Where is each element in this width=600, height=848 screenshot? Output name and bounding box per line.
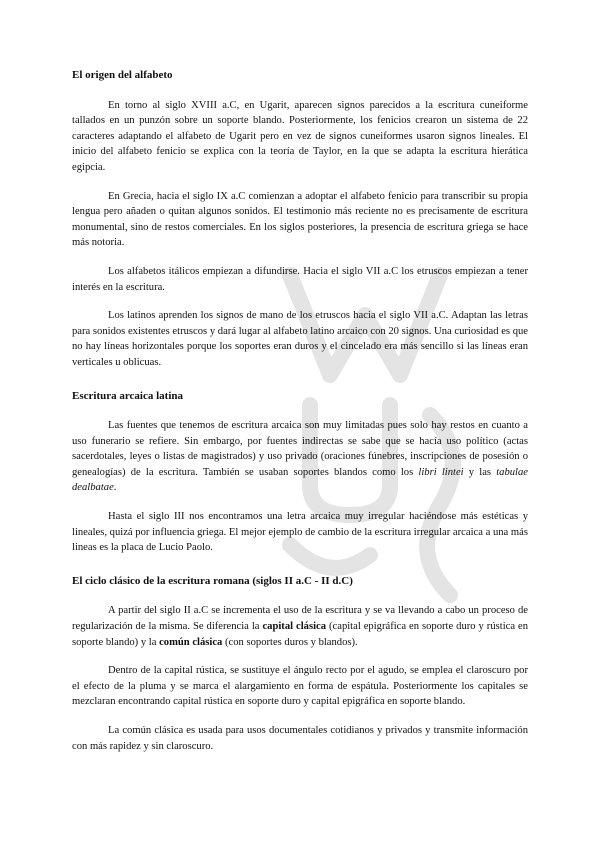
- paragraph: [72, 418, 528, 496]
- paragraph: La común clásica es usada para usos documentales cotidianos y privados y transmite información con más rapidez y sin claroscuro.: [72, 725, 528, 752]
- paragraph-text: (con soportes duros y blandos).: [222, 636, 358, 648]
- paragraph: Los alfabetos itálicos empiezan a difundirse. Hacia el siglo VII a.C los etruscos empiezan a tener interés en la escritura.: [72, 265, 528, 293]
- paragraph: En Grecia, hacia el siglo IX a.C comienzan a adoptar el alfabeto fenicio para transcribir su propia lengua pero añaden o quitan algunos sonidos. El testimonio más reciente no es precisamente de escritura monumental, sino de restos comerciales. En los siglos posteriores, la presencia de escritura griega se hace más notoria.: [72, 190, 528, 249]
- section-heading-ciclo-clasico: El ciclo clásico de la escritura romana (siglos II a.C - II d.C): [72, 574, 353, 587]
- paragraph: En torno al siglo XVIII a.C, en Ugarit, aparecen signos parecidos a la escritura cuneiforme tallados en un punzón sobre un soporte blando. Posteriormente, los fenicios crearon un sistema de 22 caracteres adaptando el alfabeto de Ugarit pero en vez de signos cuneiformes usaron signos lineales. El inicio del alfabeto fenicio se explica con la teoría de Taylor, en la que se adapta la escritura hierática egipcia.: [72, 99, 528, 173]
- paragraph-text: A partir del siglo II a.C se incrementa el uso de la escritura y se va llevando a cabo un proceso de regularización de la misma. Se diferencia la: [72, 605, 528, 633]
- document-body: [72, 68, 528, 767]
- paragraph-text: .: [113, 482, 117, 494]
- paragraph-text: y las: [463, 466, 497, 478]
- term-capital-clasica: capital clásica: [262, 621, 327, 633]
- paragraph: [72, 603, 528, 650]
- paragraph-text: (capital epigráfica en soporte duro y rústica en soporte blando) y la: [72, 621, 528, 648]
- term-tabulae-dealbatae: tabulae dealbatae: [72, 466, 528, 494]
- paragraph: Hasta el siglo III nos encontramos una letra arcaica muy irregular haciéndose más estéticas y lineales, quizá por influencia griega. El mejor ejemplo de cambio de la escritura irregular arcaica a una más lineas es la placa de Lucio Paolo.: [72, 511, 528, 554]
- paragraph: Dentro de la capital rústica, se sustituye el ángulo recto por el agudo, se emplea el claroscuro por el efecto de la pluma y se marca el alargamiento en forma de espátula. Posteriormente los capitales se mezclaran encontrando capital rústica en soporte duro y capital epigráfica en soporte blando.: [72, 665, 528, 708]
- section-heading-origen: El origen del alfabeto: [72, 69, 173, 81]
- paragraph: Los latinos aprenden los signos de mano de los etruscos hacia el siglo VII a.C. Adaptan las letras para sonidos existentes etruscos y dará lugar al alfabeto latino arcaico con 20 signos. Una curiosidad es que no hay líneas horizontales porque los soportes eran duros y el cincelado era más sencillo si las líneas eran verticales u oblicuas.: [72, 310, 528, 368]
- section-heading-arcaica: Escritura arcaica latina: [72, 389, 183, 402]
- term-comun-clasica: común clásica: [159, 636, 223, 648]
- term-libri-lintei: libri lintei: [418, 466, 464, 478]
- paragraph-text: Las fuentes que tenemos de escritura arcaica son muy limitadas pues solo hay restos en cuanto a uso funerario se refiere. Sin embargo, por fuentes indirectas se sabe que se hacía uso político (actas sacerdotales, leyes o listas de magistrados) y uso privado (oraciones fúnebres, inscripciones de posesión o genealogías) de la escritura. También se usaban soportes blandos como los: [72, 420, 528, 478]
